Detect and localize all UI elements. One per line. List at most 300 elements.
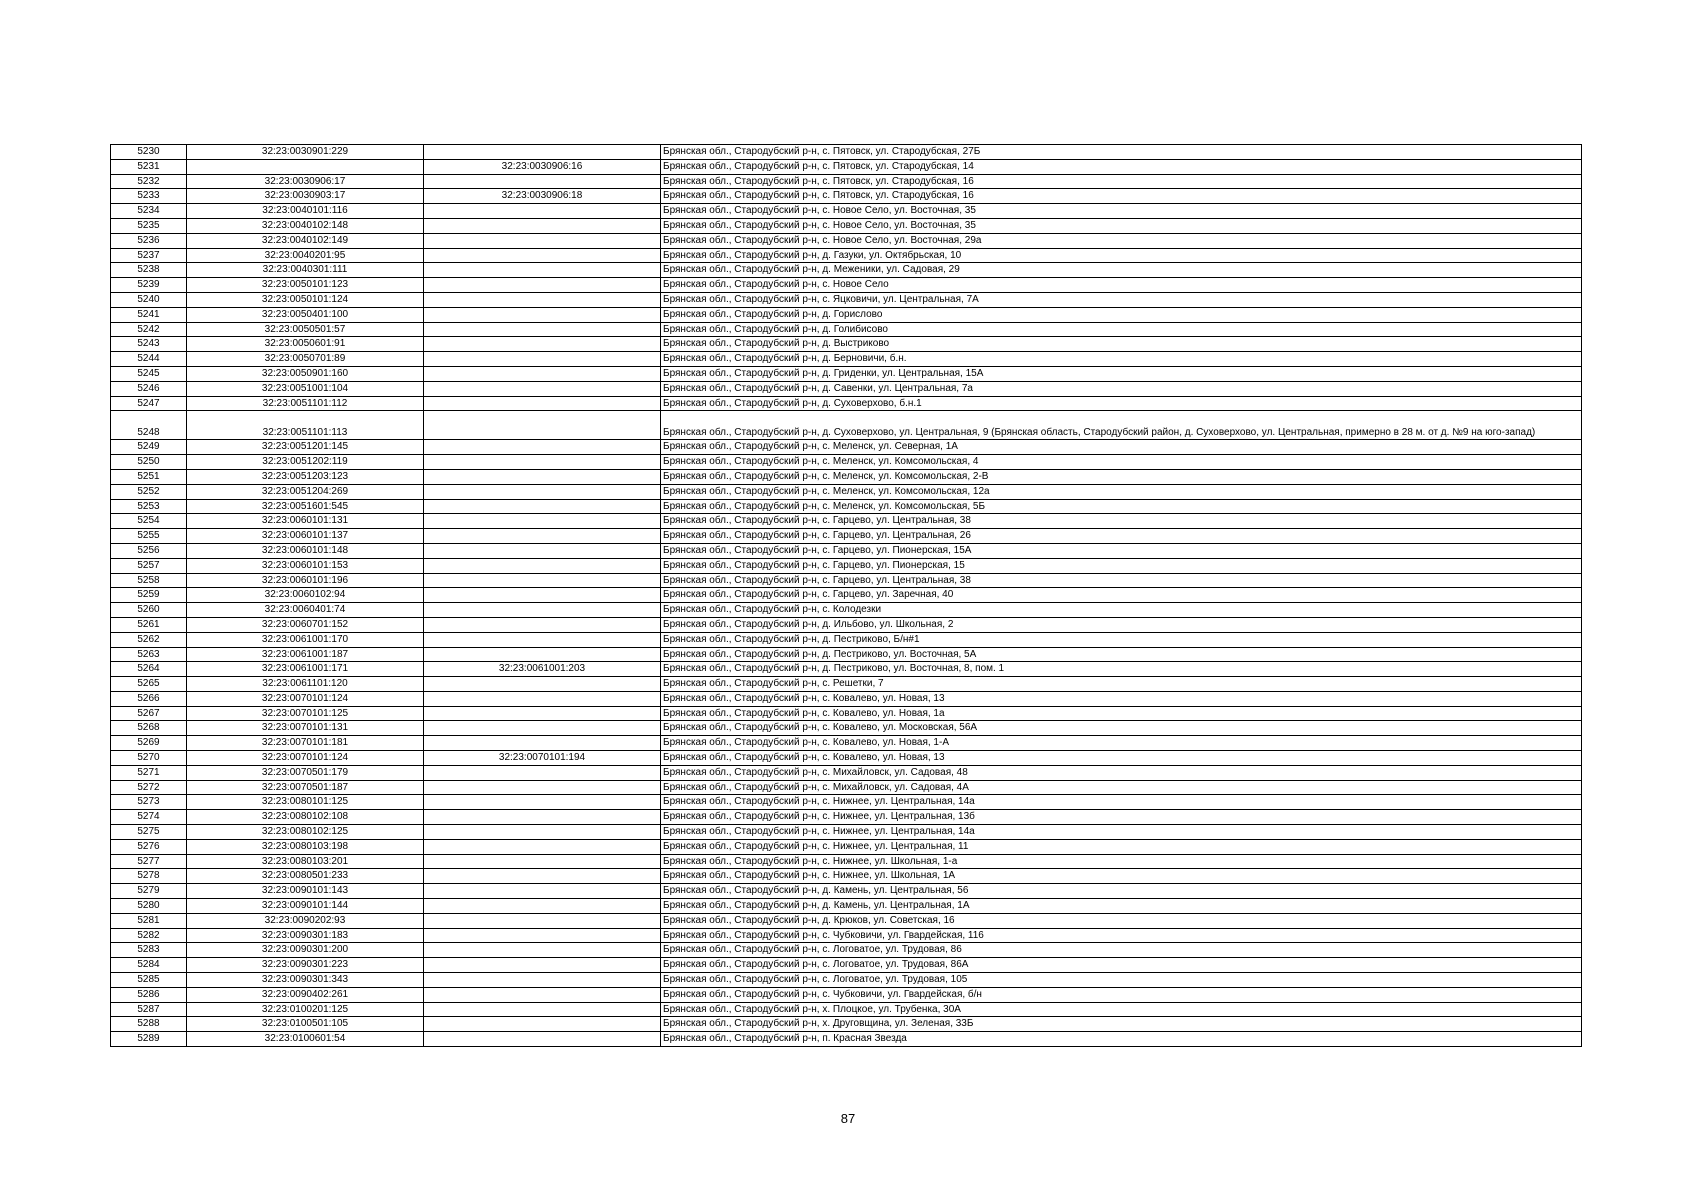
row-number-cell: 5256 bbox=[111, 543, 187, 558]
cadastral-number-cell: 32:23:0080102:125 bbox=[187, 825, 424, 840]
related-cadastral-number-cell bbox=[424, 366, 661, 381]
cadastral-number-cell: 32:23:0080501:233 bbox=[187, 869, 424, 884]
row-number-cell: 5245 bbox=[111, 366, 187, 381]
page-number: 87 bbox=[840, 1111, 856, 1126]
cadastral-number-cell: 32:23:0090202:93 bbox=[187, 913, 424, 928]
row-number-cell: 5267 bbox=[111, 706, 187, 721]
table-row bbox=[111, 588, 1582, 603]
address-cell: Брянская обл., Стародубский р-н, с. Гарцево, ул. Пионерская, 15А bbox=[661, 543, 1582, 558]
table-row bbox=[111, 469, 1582, 484]
row-number-cell: 5269 bbox=[111, 736, 187, 751]
row-number-cell: 5254 bbox=[111, 514, 187, 529]
row-number-cell: 5281 bbox=[111, 913, 187, 928]
cadastral-number-cell: 32:23:0080101:125 bbox=[187, 795, 424, 810]
related-cadastral-number-cell bbox=[424, 958, 661, 973]
address-cell: Брянская обл., Стародубский р-н, с. Ковалево, ул. Новая, 13 bbox=[661, 751, 1582, 766]
address-cell: Брянская обл., Стародубский р-н, с. Яцковичи, ул. Центральная, 7А bbox=[661, 292, 1582, 307]
row-number-cell: 5279 bbox=[111, 884, 187, 899]
address-cell: Брянская обл., Стародубский р-н, с. Нижнее, ул. Центральная, 13б bbox=[661, 810, 1582, 825]
address-cell: Брянская обл., Стародубский р-н, д. Ильбово, ул. Школьная, 2 bbox=[661, 617, 1582, 632]
cadastral-number-cell: 32:23:0050501:57 bbox=[187, 322, 424, 337]
row-number-cell: 5276 bbox=[111, 839, 187, 854]
related-cadastral-number-cell bbox=[424, 352, 661, 367]
cadastral-number-cell: 32:23:0061101:120 bbox=[187, 677, 424, 692]
address-cell: Брянская обл., Стародубский р-н, с. Гарцево, ул. Пионерская, 15 bbox=[661, 558, 1582, 573]
row-number-cell: 5241 bbox=[111, 307, 187, 322]
address-cell: Брянская обл., Стародубский р-н, с. Гарцево, ул. Заречная, 40 bbox=[661, 588, 1582, 603]
address-cell: Брянская обл., Стародубский р-н, с. Ковалево, ул. Новая, 13 bbox=[661, 691, 1582, 706]
address-cell: Брянская обл., Стародубский р-н, д. Пестриково, ул. Восточная, 8, пом. 1 bbox=[661, 662, 1582, 677]
table-row bbox=[111, 278, 1582, 293]
cadastral-number-cell: 32:23:0060101:196 bbox=[187, 573, 424, 588]
table-row bbox=[111, 558, 1582, 573]
cadastral-number-cell: 32:23:0051204:269 bbox=[187, 484, 424, 499]
table-row bbox=[111, 854, 1582, 869]
related-cadastral-number-cell bbox=[424, 1002, 661, 1017]
address-cell: Брянская обл., Стародубский р-н, с. Нижнее, ул. Школьная, 1-а bbox=[661, 854, 1582, 869]
address-cell: Брянская обл., Стародубский р-н, с. Логоватое, ул. Трудовая, 105 bbox=[661, 973, 1582, 988]
row-number-cell: 5247 bbox=[111, 396, 187, 411]
cadastral-number-cell: 32:23:0080102:108 bbox=[187, 810, 424, 825]
address-cell: Брянская обл., Стародубский р-н, д. Савенки, ул. Центральная, 7а bbox=[661, 381, 1582, 396]
table-row bbox=[111, 721, 1582, 736]
related-cadastral-number-cell bbox=[424, 1032, 661, 1047]
cadastral-number-cell: 32:23:0030906:17 bbox=[187, 174, 424, 189]
address-cell: Брянская обл., Стародубский р-н, с. Решетки, 7 bbox=[661, 677, 1582, 692]
address-cell: Брянская обл., Стародубский р-н, д. Голибисово bbox=[661, 322, 1582, 337]
row-number-cell: 5289 bbox=[111, 1032, 187, 1047]
table-row bbox=[111, 1002, 1582, 1017]
cadastral-number-cell: 32:23:0090301:343 bbox=[187, 973, 424, 988]
row-number-cell: 5244 bbox=[111, 352, 187, 367]
address-cell: Брянская обл., Стародубский р-н, д. Суховерхово, ул. Центральная, 9 (Брянская область, Стародубский район, д. Суховерхово, ул. Центральная, примерно в 28 м. от д. №9 на юго-запад) bbox=[661, 411, 1582, 440]
table-row bbox=[111, 987, 1582, 1002]
related-cadastral-number-cell bbox=[424, 706, 661, 721]
row-number-cell: 5236 bbox=[111, 233, 187, 248]
table-row bbox=[111, 159, 1582, 174]
cadastral-number-cell: 32:23:0050601:91 bbox=[187, 337, 424, 352]
related-cadastral-number-cell bbox=[424, 322, 661, 337]
related-cadastral-number-cell bbox=[424, 884, 661, 899]
cadastral-number-cell: 32:23:0090101:143 bbox=[187, 884, 424, 899]
table-row bbox=[111, 810, 1582, 825]
related-cadastral-number-cell bbox=[424, 411, 661, 440]
address-cell: Брянская обл., Стародубский р-н, с. Чубковичи, ул. Гвардейская, 116 bbox=[661, 928, 1582, 943]
address-cell: Брянская обл., Стародубский р-н, с. Новое Село bbox=[661, 278, 1582, 293]
row-number-cell: 5280 bbox=[111, 899, 187, 914]
cadastral-number-cell: 32:23:0070101:124 bbox=[187, 751, 424, 766]
address-cell: Брянская обл., Стародубский р-н, д. Горислово bbox=[661, 307, 1582, 322]
related-cadastral-number-cell bbox=[424, 765, 661, 780]
cadastral-number-cell: 32:23:0051203:123 bbox=[187, 469, 424, 484]
row-number-cell: 5263 bbox=[111, 647, 187, 662]
cadastral-number-cell: 32:23:0060101:153 bbox=[187, 558, 424, 573]
related-cadastral-number-cell bbox=[424, 558, 661, 573]
table-row bbox=[111, 899, 1582, 914]
cadastral-number-cell: 32:23:0040101:116 bbox=[187, 204, 424, 219]
address-cell: Брянская обл., Стародубский р-н, с. Нижнее, ул. Центральная, 11 bbox=[661, 839, 1582, 854]
cadastral-number-cell: 32:23:0060701:152 bbox=[187, 617, 424, 632]
table-row bbox=[111, 617, 1582, 632]
row-number-cell: 5287 bbox=[111, 1002, 187, 1017]
address-cell: Брянская обл., Стародубский р-н, х. Плоцкое, ул. Трубенка, 30А bbox=[661, 1002, 1582, 1017]
related-cadastral-number-cell: 32:23:0070101:194 bbox=[424, 751, 661, 766]
related-cadastral-number-cell bbox=[424, 839, 661, 854]
table-row bbox=[111, 543, 1582, 558]
table-row bbox=[111, 440, 1582, 455]
table-row bbox=[111, 765, 1582, 780]
cadastral-number-cell: 32:23:0060101:148 bbox=[187, 543, 424, 558]
row-number-cell: 5253 bbox=[111, 499, 187, 514]
address-cell: Брянская обл., Стародубский р-н, с. Гарцево, ул. Центральная, 38 bbox=[661, 514, 1582, 529]
row-number-cell: 5252 bbox=[111, 484, 187, 499]
table-row bbox=[111, 204, 1582, 219]
row-number-cell: 5283 bbox=[111, 943, 187, 958]
row-number-cell: 5268 bbox=[111, 721, 187, 736]
address-cell: Брянская обл., Стародубский р-н, д. Гриденки, ул. Центральная, 15А bbox=[661, 366, 1582, 381]
related-cadastral-number-cell bbox=[424, 721, 661, 736]
address-cell: Брянская обл., Стародубский р-н, с. Пятовск, ул. Стародубская, 16 bbox=[661, 189, 1582, 204]
row-number-cell: 5251 bbox=[111, 469, 187, 484]
row-number-cell: 5239 bbox=[111, 278, 187, 293]
related-cadastral-number-cell bbox=[424, 617, 661, 632]
cadastral-number-cell: 32:23:0050101:124 bbox=[187, 292, 424, 307]
address-cell: Брянская обл., Стародубский р-н, с. Новое Село, ул. Восточная, 35 bbox=[661, 204, 1582, 219]
table-row bbox=[111, 1032, 1582, 1047]
related-cadastral-number-cell bbox=[424, 736, 661, 751]
related-cadastral-number-cell bbox=[424, 810, 661, 825]
related-cadastral-number-cell bbox=[424, 588, 661, 603]
address-cell: Брянская обл., Стародубский р-н, с. Нижнее, ул. Школьная, 1А bbox=[661, 869, 1582, 884]
cadastral-number-cell: 32:23:0050701:89 bbox=[187, 352, 424, 367]
address-cell: Брянская обл., Стародубский р-н, д. Камень, ул. Центральная, 56 bbox=[661, 884, 1582, 899]
table-row bbox=[111, 839, 1582, 854]
related-cadastral-number-cell bbox=[424, 973, 661, 988]
table-row bbox=[111, 263, 1582, 278]
cadastral-number-cell: 32:23:0040102:148 bbox=[187, 218, 424, 233]
table-row bbox=[111, 913, 1582, 928]
cadastral-number-cell: 32:23:0050901:160 bbox=[187, 366, 424, 381]
cadastral-number-cell: 32:23:0090402:261 bbox=[187, 987, 424, 1002]
address-cell: Брянская обл., Стародубский р-н, с. Пятовск, ул. Стародубская, 27Б bbox=[661, 145, 1582, 160]
cadastral-number-cell: 32:23:0051601:545 bbox=[187, 499, 424, 514]
row-number-cell: 5272 bbox=[111, 780, 187, 795]
related-cadastral-number-cell: 32:23:0030906:18 bbox=[424, 189, 661, 204]
related-cadastral-number-cell bbox=[424, 292, 661, 307]
related-cadastral-number-cell bbox=[424, 543, 661, 558]
table-row bbox=[111, 943, 1582, 958]
cadastral-number-cell: 32:23:0051001:104 bbox=[187, 381, 424, 396]
row-number-cell: 5286 bbox=[111, 987, 187, 1002]
row-number-cell: 5237 bbox=[111, 248, 187, 263]
cadastral-number-cell: 32:23:0080103:198 bbox=[187, 839, 424, 854]
address-cell: Брянская обл., Стародубский р-н, с. Логоватое, ул. Трудовая, 86А bbox=[661, 958, 1582, 973]
related-cadastral-number-cell bbox=[424, 529, 661, 544]
row-number-cell: 5238 bbox=[111, 263, 187, 278]
address-cell: Брянская обл., Стародубский р-н, с. Чубковичи, ул. Гвардейская, б/н bbox=[661, 987, 1582, 1002]
row-number-cell: 5260 bbox=[111, 603, 187, 618]
row-number-cell: 5243 bbox=[111, 337, 187, 352]
address-cell: Брянская обл., Стародубский р-н, с. Новое Село, ул. Восточная, 29а bbox=[661, 233, 1582, 248]
row-number-cell: 5240 bbox=[111, 292, 187, 307]
row-number-cell: 5234 bbox=[111, 204, 187, 219]
row-number-cell: 5246 bbox=[111, 381, 187, 396]
related-cadastral-number-cell bbox=[424, 307, 661, 322]
table-row bbox=[111, 396, 1582, 411]
address-cell: Брянская обл., Стародубский р-н, с. Михайловск, ул. Садовая, 4А bbox=[661, 780, 1582, 795]
cadastral-number-cell bbox=[187, 159, 424, 174]
address-cell: Брянская обл., Стародубский р-н, д. Выстриково bbox=[661, 337, 1582, 352]
related-cadastral-number-cell bbox=[424, 440, 661, 455]
related-cadastral-number-cell bbox=[424, 469, 661, 484]
address-cell: Брянская обл., Стародубский р-н, с. Меленск, ул. Комсомольская, 5Б bbox=[661, 499, 1582, 514]
related-cadastral-number-cell bbox=[424, 1017, 661, 1032]
cadastral-number-cell: 32:23:0030901:229 bbox=[187, 145, 424, 160]
address-cell: Брянская обл., Стародубский р-н, д. Пестриково, Б/н#1 bbox=[661, 632, 1582, 647]
cadastral-number-cell: 32:23:0061001:170 bbox=[187, 632, 424, 647]
row-number-cell: 5257 bbox=[111, 558, 187, 573]
cadastral-number-cell: 32:23:0090301:223 bbox=[187, 958, 424, 973]
table-row bbox=[111, 632, 1582, 647]
related-cadastral-number-cell bbox=[424, 913, 661, 928]
address-cell: Брянская обл., Стародубский р-н, п. Красная Звезда bbox=[661, 1032, 1582, 1047]
table-row bbox=[111, 736, 1582, 751]
cadastral-number-cell: 32:23:0060401:74 bbox=[187, 603, 424, 618]
cadastral-number-cell: 32:23:0100201:125 bbox=[187, 1002, 424, 1017]
related-cadastral-number-cell bbox=[424, 204, 661, 219]
table-row bbox=[111, 189, 1582, 204]
row-number-cell: 5261 bbox=[111, 617, 187, 632]
address-cell: Брянская обл., Стародубский р-н, с. Колодезки bbox=[661, 603, 1582, 618]
table-row bbox=[111, 529, 1582, 544]
cadastral-table bbox=[110, 144, 1582, 1047]
related-cadastral-number-cell bbox=[424, 928, 661, 943]
address-cell: Брянская обл., Стародубский р-н, с. Ковалево, ул. Новая, 1а bbox=[661, 706, 1582, 721]
address-cell: Брянская обл., Стародубский р-н, д. Газуки, ул. Октябрьская, 10 bbox=[661, 248, 1582, 263]
table-row bbox=[111, 484, 1582, 499]
related-cadastral-number-cell bbox=[424, 145, 661, 160]
cadastral-number-cell: 32:23:0060101:137 bbox=[187, 529, 424, 544]
address-cell: Брянская обл., Стародубский р-н, с. Гарцево, ул. Центральная, 26 bbox=[661, 529, 1582, 544]
address-cell: Брянская обл., Стародубский р-н, с. Меленск, ул. Комсомольская, 4 bbox=[661, 455, 1582, 470]
table-row bbox=[111, 337, 1582, 352]
cadastral-number-cell: 32:23:0040102:149 bbox=[187, 233, 424, 248]
table-row bbox=[111, 248, 1582, 263]
cadastral-number-cell: 32:23:0051101:112 bbox=[187, 396, 424, 411]
cadastral-number-cell: 32:23:0090301:200 bbox=[187, 943, 424, 958]
row-number-cell: 5277 bbox=[111, 854, 187, 869]
table-row bbox=[111, 795, 1582, 810]
cadastral-number-cell: 32:23:0100501:105 bbox=[187, 1017, 424, 1032]
related-cadastral-number-cell bbox=[424, 780, 661, 795]
cadastral-number-cell: 32:23:0050101:123 bbox=[187, 278, 424, 293]
table-row bbox=[111, 958, 1582, 973]
address-cell: Брянская обл., Стародубский р-н, с. Гарцево, ул. Центральная, 38 bbox=[661, 573, 1582, 588]
cadastral-number-cell: 32:23:0060101:131 bbox=[187, 514, 424, 529]
related-cadastral-number-cell bbox=[424, 174, 661, 189]
cadastral-number-cell: 32:23:0070101:181 bbox=[187, 736, 424, 751]
related-cadastral-number-cell bbox=[424, 396, 661, 411]
related-cadastral-number-cell bbox=[424, 337, 661, 352]
row-number-cell: 5266 bbox=[111, 691, 187, 706]
related-cadastral-number-cell bbox=[424, 381, 661, 396]
cadastral-number-cell: 32:23:0070101:125 bbox=[187, 706, 424, 721]
table-row bbox=[111, 973, 1582, 988]
row-number-cell: 5284 bbox=[111, 958, 187, 973]
address-cell: Брянская обл., Стародубский р-н, с. Новое Село, ул. Восточная, 35 bbox=[661, 218, 1582, 233]
table-row bbox=[111, 145, 1582, 160]
address-cell: Брянская обл., Стародубский р-н, д. Крюков, ул. Советская, 16 bbox=[661, 913, 1582, 928]
row-number-cell: 5275 bbox=[111, 825, 187, 840]
address-cell: Брянская обл., Стародубский р-н, с. Пятовск, ул. Стародубская, 14 bbox=[661, 159, 1582, 174]
cadastral-number-cell: 32:23:0100601:54 bbox=[187, 1032, 424, 1047]
row-number-cell: 5274 bbox=[111, 810, 187, 825]
row-number-cell: 5262 bbox=[111, 632, 187, 647]
row-number-cell: 5258 bbox=[111, 573, 187, 588]
row-number-cell: 5231 bbox=[111, 159, 187, 174]
row-number-cell: 5282 bbox=[111, 928, 187, 943]
row-number-cell: 5285 bbox=[111, 973, 187, 988]
address-cell: Брянская обл., Стародубский р-н, с. Меленск, ул. Северная, 1А bbox=[661, 440, 1582, 455]
address-cell: Брянская обл., Стародубский р-н, с. Ковалево, ул. Московская, 56А bbox=[661, 721, 1582, 736]
related-cadastral-number-cell: 32:23:0030906:16 bbox=[424, 159, 661, 174]
address-cell: Брянская обл., Стародубский р-н, с. Нижнее, ул. Центральная, 14а bbox=[661, 825, 1582, 840]
cadastral-number-cell: 32:23:0030903:17 bbox=[187, 189, 424, 204]
table-row bbox=[111, 691, 1582, 706]
cadastral-number-cell: 32:23:0050401:100 bbox=[187, 307, 424, 322]
related-cadastral-number-cell bbox=[424, 218, 661, 233]
related-cadastral-number-cell bbox=[424, 484, 661, 499]
table-row bbox=[111, 662, 1582, 677]
cadastral-number-cell: 32:23:0070501:187 bbox=[187, 780, 424, 795]
table-row bbox=[111, 603, 1582, 618]
related-cadastral-number-cell bbox=[424, 691, 661, 706]
address-cell: Брянская обл., Стародубский р-н, д. Пестриково, ул. Восточная, 5А bbox=[661, 647, 1582, 662]
related-cadastral-number-cell bbox=[424, 943, 661, 958]
related-cadastral-number-cell bbox=[424, 825, 661, 840]
row-number-cell: 5242 bbox=[111, 322, 187, 337]
address-cell: Брянская обл., Стародубский р-н, д. Суховерхово, б.н.1 bbox=[661, 396, 1582, 411]
address-cell: Брянская обл., Стародубский р-н, с. Нижнее, ул. Центральная, 14а bbox=[661, 795, 1582, 810]
related-cadastral-number-cell bbox=[424, 263, 661, 278]
row-number-cell: 5235 bbox=[111, 218, 187, 233]
related-cadastral-number-cell bbox=[424, 499, 661, 514]
cadastral-number-cell: 32:23:0051202:119 bbox=[187, 455, 424, 470]
row-number-cell: 5264 bbox=[111, 662, 187, 677]
cadastral-number-cell: 32:23:0070101:131 bbox=[187, 721, 424, 736]
address-cell: Брянская обл., Стародубский р-н, х. Друговщина, ул. Зеленая, 33Б bbox=[661, 1017, 1582, 1032]
related-cadastral-number-cell bbox=[424, 455, 661, 470]
related-cadastral-number-cell bbox=[424, 573, 661, 588]
table-row bbox=[111, 381, 1582, 396]
related-cadastral-number-cell bbox=[424, 987, 661, 1002]
row-number-cell: 5271 bbox=[111, 765, 187, 780]
address-cell: Брянская обл., Стародубский р-н, д. Берновичи, б.н. bbox=[661, 352, 1582, 367]
table-row bbox=[111, 706, 1582, 721]
related-cadastral-number-cell bbox=[424, 869, 661, 884]
row-number-cell: 5250 bbox=[111, 455, 187, 470]
table-row bbox=[111, 322, 1582, 337]
table-row bbox=[111, 233, 1582, 248]
row-number-cell: 5230 bbox=[111, 145, 187, 160]
cadastral-number-cell: 32:23:0070101:124 bbox=[187, 691, 424, 706]
table-row bbox=[111, 751, 1582, 766]
related-cadastral-number-cell bbox=[424, 899, 661, 914]
row-number-cell: 5248 bbox=[111, 411, 187, 440]
row-number-cell: 5265 bbox=[111, 677, 187, 692]
related-cadastral-number-cell bbox=[424, 248, 661, 263]
address-cell: Брянская обл., Стародубский р-н, с. Михайловск, ул. Садовая, 48 bbox=[661, 765, 1582, 780]
cadastral-table-body bbox=[111, 145, 1582, 1047]
cadastral-number-cell: 32:23:0090101:144 bbox=[187, 899, 424, 914]
related-cadastral-number-cell bbox=[424, 677, 661, 692]
table-row bbox=[111, 928, 1582, 943]
cadastral-number-cell: 32:23:0061001:171 bbox=[187, 662, 424, 677]
cadastral-number-cell: 32:23:0070501:179 bbox=[187, 765, 424, 780]
table-row bbox=[111, 647, 1582, 662]
table-row bbox=[111, 218, 1582, 233]
related-cadastral-number-cell bbox=[424, 795, 661, 810]
table-row bbox=[111, 1017, 1582, 1032]
table-row bbox=[111, 825, 1582, 840]
row-number-cell: 5270 bbox=[111, 751, 187, 766]
cadastral-number-cell: 32:23:0051201:145 bbox=[187, 440, 424, 455]
cadastral-number-cell: 32:23:0090301:183 bbox=[187, 928, 424, 943]
cadastral-number-cell: 32:23:0051101:113 bbox=[187, 411, 424, 440]
cadastral-number-cell: 32:23:0040201:95 bbox=[187, 248, 424, 263]
related-cadastral-number-cell bbox=[424, 632, 661, 647]
table-row bbox=[111, 292, 1582, 307]
row-number-cell: 5288 bbox=[111, 1017, 187, 1032]
row-number-cell: 5255 bbox=[111, 529, 187, 544]
table-row bbox=[111, 677, 1582, 692]
cadastral-number-cell: 32:23:0060102:94 bbox=[187, 588, 424, 603]
table-row bbox=[111, 780, 1582, 795]
cadastral-number-cell: 32:23:0080103:201 bbox=[187, 854, 424, 869]
table-row bbox=[111, 884, 1582, 899]
table-row bbox=[111, 455, 1582, 470]
related-cadastral-number-cell bbox=[424, 514, 661, 529]
table-row bbox=[111, 573, 1582, 588]
row-number-cell: 5259 bbox=[111, 588, 187, 603]
related-cadastral-number-cell bbox=[424, 603, 661, 618]
address-cell: Брянская обл., Стародубский р-н, с. Меленск, ул. Комсомольская, 12а bbox=[661, 484, 1582, 499]
cadastral-number-cell: 32:23:0061001:187 bbox=[187, 647, 424, 662]
table-row bbox=[111, 366, 1582, 381]
row-number-cell: 5233 bbox=[111, 189, 187, 204]
address-cell: Брянская обл., Стародубский р-н, с. Логоватое, ул. Трудовая, 86 bbox=[661, 943, 1582, 958]
row-number-cell: 5232 bbox=[111, 174, 187, 189]
address-cell: Брянская обл., Стародубский р-н, с. Пятовск, ул. Стародубская, 16 bbox=[661, 174, 1582, 189]
related-cadastral-number-cell bbox=[424, 278, 661, 293]
related-cadastral-number-cell bbox=[424, 647, 661, 662]
table-row bbox=[111, 411, 1582, 440]
related-cadastral-number-cell bbox=[424, 854, 661, 869]
related-cadastral-number-cell bbox=[424, 233, 661, 248]
address-cell: Брянская обл., Стародубский р-н, д. Камень, ул. Центральная, 1А bbox=[661, 899, 1582, 914]
table-row bbox=[111, 499, 1582, 514]
table-row bbox=[111, 869, 1582, 884]
address-cell: Брянская обл., Стародубский р-н, с. Меленск, ул. Комсомольская, 2-В bbox=[661, 469, 1582, 484]
address-cell: Брянская обл., Стародубский р-н, с. Ковалево, ул. Новая, 1-А bbox=[661, 736, 1582, 751]
row-number-cell: 5273 bbox=[111, 795, 187, 810]
cadastral-number-cell: 32:23:0040301:111 bbox=[187, 263, 424, 278]
table-row bbox=[111, 352, 1582, 367]
table-row bbox=[111, 307, 1582, 322]
row-number-cell: 5278 bbox=[111, 869, 187, 884]
row-number-cell: 5249 bbox=[111, 440, 187, 455]
table-row bbox=[111, 514, 1582, 529]
